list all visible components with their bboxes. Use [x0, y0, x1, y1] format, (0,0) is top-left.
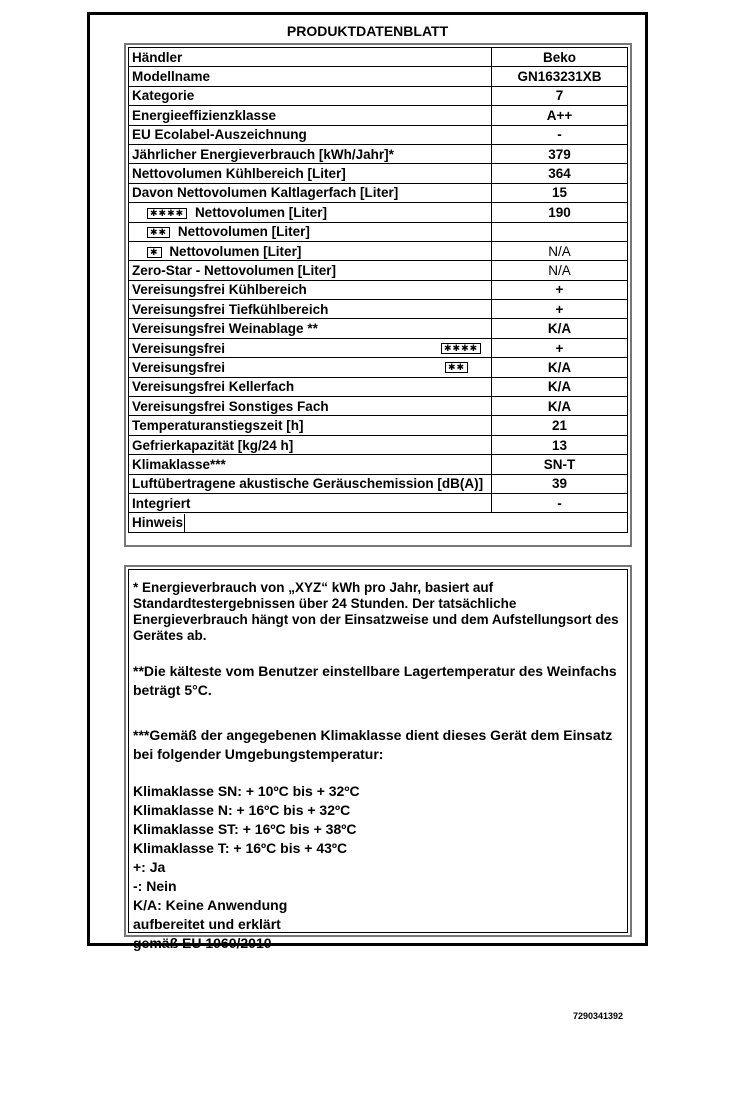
- document-code: 7290341392: [573, 1011, 624, 1021]
- row-value: 13: [492, 435, 628, 454]
- row-value: GN163231XB: [492, 67, 628, 86]
- row-value: 190: [492, 203, 628, 222]
- footnote-wine: **Die kälteste vom Benutzer einstellbare Lagertemperatur des Weinfachs beträgt 5°C.: [133, 663, 617, 698]
- table-row: [129, 397, 628, 416]
- row-value: 15: [492, 183, 628, 202]
- row-value: [492, 222, 628, 241]
- table-row: [129, 144, 628, 163]
- table-row: [129, 455, 628, 474]
- row-value: K/A: [492, 358, 628, 377]
- table-row: [129, 67, 628, 86]
- table-row: [129, 474, 628, 493]
- table-row: [129, 300, 628, 319]
- legend-line: K/A: Keine Anwendung: [133, 897, 288, 913]
- row-label: Vereisungsfrei Kühlbereich: [129, 280, 492, 299]
- legend-line: aufbereitet und erklärt: [133, 916, 281, 932]
- table-row: [129, 377, 628, 396]
- one-star-freezer-icon: ✱: [147, 247, 162, 258]
- row-label: Vereisungsfrei Kellerfach: [129, 377, 492, 396]
- row-label: Vereisungsfrei: [132, 359, 226, 375]
- hinweis-cell: [129, 513, 628, 532]
- row-value: 379: [492, 144, 628, 163]
- table-row: [129, 319, 628, 338]
- row-label: Händler: [129, 48, 492, 67]
- table-row: [129, 48, 628, 67]
- table-row: [129, 493, 628, 512]
- row-label: Vereisungsfrei Sonstiges Fach: [129, 397, 492, 416]
- row-value: -: [492, 493, 628, 512]
- row-label: Vereisungsfrei Tiefkühlbereich: [129, 300, 492, 319]
- row-label: Integriert: [129, 493, 492, 512]
- row-value: K/A: [492, 397, 628, 416]
- row-label-cell: [129, 222, 492, 241]
- row-label-cell: [129, 338, 492, 357]
- row-value: 39: [492, 474, 628, 493]
- row-label: Hinweis: [129, 514, 185, 532]
- row-label: Gefrierkapazität [kg/24 h]: [129, 435, 492, 454]
- row-value: K/A: [492, 319, 628, 338]
- table-row: [129, 513, 628, 532]
- row-value: 364: [492, 164, 628, 183]
- climate-line: Klimaklasse ST: + 16ºC bis + 38ºC: [133, 821, 357, 837]
- row-value: 7: [492, 86, 628, 105]
- table-row: [129, 164, 628, 183]
- row-label: Davon Nettovolumen Kaltlagerfach [Liter]: [129, 183, 492, 202]
- row-label: Temperaturanstiegszeit [h]: [129, 416, 492, 435]
- table-row: [129, 261, 628, 280]
- row-label: Vereisungsfrei Weinablage **: [129, 319, 492, 338]
- row-label: Nettovolumen Kühlbereich [Liter]: [129, 164, 492, 183]
- climate-line: Klimaklasse N: + 16ºC bis + 32ºC: [133, 802, 351, 818]
- spec-table-box: [124, 43, 632, 547]
- legend-line: -: Nein: [133, 878, 177, 894]
- row-value: K/A: [492, 377, 628, 396]
- row-label: EU Ecolabel-Auszeichnung: [129, 125, 492, 144]
- row-label: Klimaklasse***: [129, 455, 492, 474]
- datasheet-frame: [87, 12, 648, 951]
- footnote-climate: ***Gemäß der angegebenen Klimaklasse dient dieses Gerät dem Einsatz bei folgender Umgebungstemperatur:: [133, 727, 613, 762]
- row-label: Nettovolumen [Liter]: [194, 204, 327, 220]
- table-row: [129, 241, 628, 260]
- legend-line: +: Ja: [133, 859, 166, 875]
- legend-line: gemäß EU 1060/2010: [133, 935, 272, 951]
- row-value: +: [492, 280, 628, 299]
- table-row: [129, 358, 628, 377]
- row-label: Kategorie: [129, 86, 492, 105]
- row-value: -: [492, 125, 628, 144]
- row-label: Energieeffizienzklasse: [129, 106, 492, 125]
- row-value: Beko: [492, 48, 628, 67]
- table-row: [129, 86, 628, 105]
- footnotes-box: [124, 565, 632, 951]
- two-star-freezer-icon: ✱✱: [445, 362, 468, 373]
- row-value: +: [492, 300, 628, 319]
- row-label-cell: [129, 358, 492, 377]
- climate-line: Klimaklasse SN: + 10ºC bis + 32ºC: [133, 783, 360, 799]
- row-value: SN-T: [492, 455, 628, 474]
- row-label: Jährlicher Energieverbrauch [kWh/Jahr]*: [129, 144, 492, 163]
- row-value: N/A: [492, 261, 628, 280]
- table-row: [129, 106, 628, 125]
- row-value: +: [492, 338, 628, 357]
- row-value: N/A: [492, 241, 628, 260]
- spec-table: [128, 47, 628, 533]
- table-row: [129, 125, 628, 144]
- footnote-energy: * Energieverbrauch von „XYZ“ kWh pro Jahr, basiert auf Standardtestergebnissen über 24 Stunden. Der tatsächliche Energieverbrauch hängt von der Einsatzweise und dem Aufstellungsort des Gerätes ab.: [133, 580, 619, 643]
- footnotes-content: [128, 569, 628, 951]
- row-label: Modellname: [129, 67, 492, 86]
- table-row: [129, 183, 628, 202]
- table-row: [129, 280, 628, 299]
- row-value: A++: [492, 106, 628, 125]
- row-label: Zero-Star - Nettovolumen [Liter]: [129, 261, 492, 280]
- table-row: [129, 416, 628, 435]
- two-star-freezer-icon: ✱✱: [147, 227, 170, 238]
- climate-line: Klimaklasse T: + 16ºC bis + 43ºC: [133, 840, 348, 856]
- row-label: Nettovolumen [Liter]: [169, 243, 302, 259]
- table-row: [129, 203, 628, 222]
- table-row: [129, 338, 628, 357]
- four-star-freezer-icon: ✱✱✱✱: [147, 208, 187, 219]
- row-label-cell: [129, 203, 492, 222]
- row-label: Luftübertragene akustische Geräuschemission [dB(A)]: [129, 474, 492, 493]
- row-label: Nettovolumen [Liter]: [177, 224, 310, 240]
- row-label: Vereisungsfrei: [132, 340, 226, 356]
- datasheet-title: PRODUKTDATENBLATT: [286, 23, 449, 39]
- row-value: 21: [492, 416, 628, 435]
- table-row: [129, 222, 628, 241]
- table-row: [129, 435, 628, 454]
- four-star-freezer-icon: ✱✱✱✱: [441, 343, 481, 354]
- row-label-cell: [129, 241, 492, 260]
